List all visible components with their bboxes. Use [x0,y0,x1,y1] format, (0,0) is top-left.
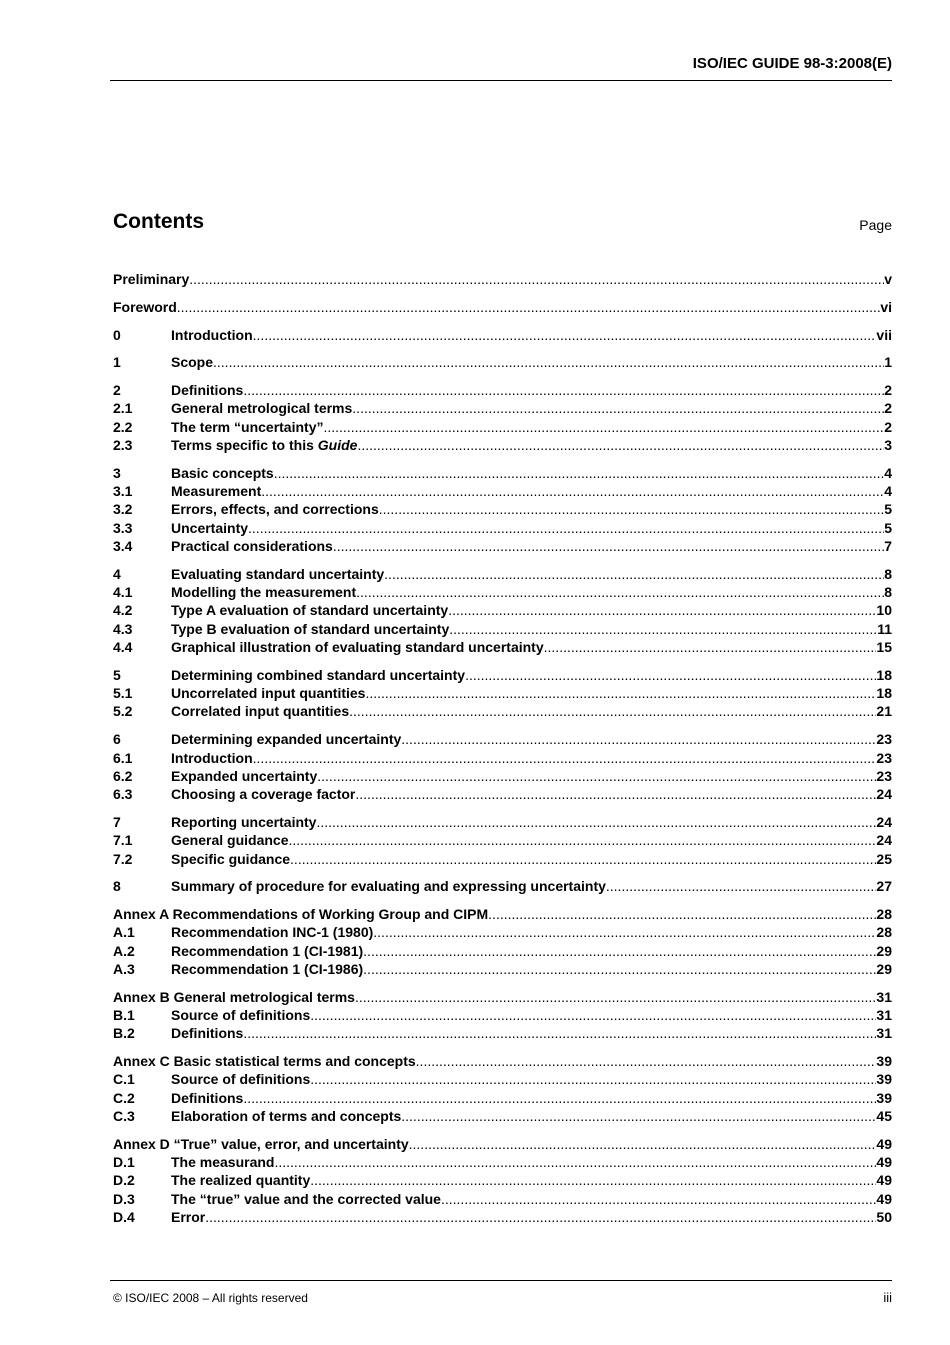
toc-entry-title-text: Errors, effects, and corrections [171,501,379,518]
toc-entry-title-text: Type B evaluation of standard uncertainty [171,620,450,637]
toc-entry-title [113,270,189,288]
toc-entry-number: 3 [113,464,121,481]
toc-entry-number: 4 [113,565,121,582]
toc-dot-leader [355,988,876,1006]
toc-entry-title-text: Summary of procedure for evaluating and expressing uncertainty [171,878,606,895]
toc-entry-page: vi [880,298,892,315]
toc-entry-title [171,730,401,748]
toc-entry-title [171,638,544,656]
toc-entry-title-text: Measurement [171,483,262,500]
toc-entry-title-text: Preliminary [113,271,190,287]
toc-entry-page: 24 [876,832,892,849]
toc-entry-page: 27 [876,878,892,895]
toc-entry-title [171,537,333,555]
toc-dot-leader [349,702,876,720]
toc-entry-title [171,482,261,500]
toc-entry[interactable] [113,850,892,868]
toc-entry-number: 2.1 [113,400,133,417]
toc-entry-number: 3.2 [113,501,133,518]
toc-entry-number: 7.2 [113,850,133,867]
toc-entry-page: 2 [884,400,892,417]
toc-entry-page: 23 [876,731,892,748]
toc-entry[interactable] [113,1153,892,1171]
toc-entry-title-text: Modelling the measurement [171,584,357,601]
toc-dot-leader [310,1006,876,1024]
toc-dot-leader [253,326,877,344]
toc-entry[interactable] [113,537,892,555]
toc-entry-title-text: General guidance [171,832,289,849]
toc-entry-title [171,923,373,941]
toc-entry-title [171,1171,310,1189]
toc-dot-leader [465,666,876,684]
toc-entry-title [171,601,448,619]
toc-entry-page: 15 [876,639,892,656]
toc-dot-leader [449,620,877,638]
toc-entry-title [113,988,355,1006]
toc-entry[interactable] [113,1135,892,1153]
toc-dot-leader [355,785,876,803]
toc-entry-title [171,620,449,638]
toc-entry-page: 49 [876,1135,892,1152]
toc-entry-title [171,500,379,518]
toc-dot-leader [274,464,884,482]
toc-entry-page: 49 [876,1172,892,1189]
toc-dot-leader [488,905,876,923]
toc-entry[interactable] [113,519,892,537]
toc-dot-leader [448,601,876,619]
toc-entry-title-text: Definitions [171,1025,244,1042]
toc-entry-page: 39 [876,1089,892,1106]
toc-dot-leader [213,353,884,371]
toc-entry-title [171,1208,205,1226]
toc-entry-title-text: Error [171,1209,206,1226]
toc-entry[interactable] [113,464,892,482]
toc-dot-leader [441,1190,876,1208]
toc-entry-title-text: Evaluating standard uncertainty [171,565,385,582]
toc-entry[interactable] [113,381,892,399]
toc-entry-number: A.1 [113,924,135,941]
toc-dot-leader [310,1070,876,1088]
toc-entry[interactable] [113,831,892,849]
toc-entry-title [171,684,365,702]
toc-dot-leader [274,1153,876,1171]
toc-entry[interactable] [113,1024,892,1042]
toc-dot-leader [310,1171,876,1189]
toc-entry-page: 24 [876,786,892,803]
toc-entry-number: 0 [113,326,121,343]
toc-dot-leader [290,850,876,868]
toc-dot-leader [243,1024,876,1042]
toc-entry-title [171,1006,310,1024]
toc-entry[interactable] [113,500,892,518]
toc-entry[interactable] [113,730,892,748]
toc-entry-number: 4.3 [113,620,133,637]
toc-entry[interactable] [113,353,892,371]
toc-entry-title [171,1153,274,1171]
toc-entry-title-text: Uncertainty [171,519,249,536]
toc-entry-title-text: Determining expanded uncertainty [171,731,402,748]
toc-entry-number: 2.3 [113,437,133,454]
toc-entry-number: 2 [113,382,121,399]
toc-entry-number: 7.1 [113,832,133,849]
toc-entry-number: 5.2 [113,703,133,720]
toc-entry-title-text: Choosing a coverage factor [171,786,356,803]
toc-dot-leader [205,1208,876,1226]
toc-entry-title-text: Terms specific to this [171,437,318,454]
toc-entry-number: D.1 [113,1154,135,1171]
toc-entry[interactable] [113,905,892,923]
toc-entry-title-text: The “true” value and the corrected value [171,1190,441,1207]
toc-entry[interactable] [113,436,892,454]
toc-entry-title-text: Correlated input quantities [171,703,350,720]
toc-entry-page: 28 [876,906,892,923]
toc-entry-number: 4.1 [113,584,133,601]
toc-entry-title-text: Practical considerations [171,538,333,555]
toc-entry-title-text: Specific guidance [171,850,291,867]
toc-entry-page: 1 [884,354,892,371]
toc-entry-page: 5 [884,519,892,536]
toc-entry-page: 2 [884,418,892,435]
toc-entry-title-text: Source of definitions [171,1071,311,1088]
toc-entry-page: 29 [876,961,892,977]
toc-entry-title [171,519,248,537]
toc-entry-number: B.1 [113,1007,135,1024]
toc-entry-title [171,831,288,849]
toc-entry-title [171,1070,310,1088]
toc-dot-leader [248,519,884,537]
toc-entry-title-text: Scope [171,354,214,371]
toc-entry-title [171,381,243,399]
toc-dot-leader [544,638,877,656]
toc-entry-title [171,877,606,895]
toc-entry-title [171,850,290,868]
toc-entry-page: 49 [876,1190,892,1207]
toc-entry-number: A.2 [113,942,135,959]
toc-dot-leader [261,482,884,500]
footer-page-number: iii [883,1290,892,1305]
toc-entry-title [171,666,465,684]
toc-dot-leader [409,1135,877,1153]
toc-entry[interactable] [113,1190,892,1208]
toc-entry-title-italic: Guide [317,437,358,454]
toc-dot-leader [357,436,884,454]
toc-entry-title [113,1135,409,1153]
toc-entry[interactable] [113,785,892,803]
toc-dot-leader [316,813,876,831]
toc-entry[interactable] [113,298,892,316]
toc-entry[interactable] [113,482,892,500]
toc-entry-title [171,353,213,371]
toc-entry-page: 5 [884,501,892,518]
toc-entry-title [171,418,323,436]
toc-entry-number: 5.1 [113,685,133,702]
toc-entry-page: 8 [884,565,892,582]
toc-entry[interactable] [113,270,892,288]
toc-entry-title [171,464,274,482]
toc-entry-number: B.2 [113,1025,135,1042]
toc-entry-title [171,583,356,601]
toc-dot-leader [384,565,884,583]
toc-entry-number: 3.1 [113,483,133,500]
toc-entry[interactable] [113,565,892,583]
toc-entry-title-text: Graphical illustration of evaluating standard uncertainty [171,639,544,656]
toc-entry-page: 31 [876,1007,892,1024]
toc-entry-title-text: Foreword [113,298,177,315]
toc-entry[interactable] [113,767,892,785]
toc-entry-page: 4 [884,483,892,500]
toc-entry-page: 10 [876,602,892,619]
toc-entry-title-text: Definitions [171,382,244,399]
page-column-label: Page [859,217,892,233]
toc-entry[interactable] [113,749,892,767]
toc-entry[interactable] [113,399,892,417]
toc-entry-page: 49 [876,1154,892,1171]
toc-entry-title [171,813,316,831]
toc-entry-number: 6.1 [113,749,133,766]
toc-dot-leader [416,1052,877,1070]
toc-entry[interactable] [113,583,892,601]
toc-entry-page: 11 [877,620,892,637]
toc-entry[interactable] [113,1089,892,1107]
toc-entry-number: C.1 [113,1071,135,1088]
toc-entry-title [171,749,253,767]
toc-entry-number: 6.2 [113,767,133,784]
toc-dot-leader [253,749,877,767]
toc-dot-leader [243,381,884,399]
toc-entry[interactable] [113,813,892,831]
toc-entry-page: v [884,271,892,287]
toc-entry-title [171,1089,243,1107]
toc-entry-title [171,767,317,785]
toc-dot-leader [379,500,884,518]
toc-entry[interactable] [113,326,892,344]
toc-entry-number: D.4 [113,1209,135,1226]
toc-dot-leader [288,831,876,849]
toc-entry-title-text: General metrological terms [171,400,353,417]
toc-entry-page: 24 [876,813,892,830]
toc-dot-leader [363,942,876,960]
toc-entry-title-text: Annex D “True” value, error, and uncertainty [113,1135,409,1152]
toc-entry-title-text: Determining combined standard uncertainty [171,666,466,683]
toc-entry-page: 23 [876,767,892,784]
footer-copyright: © ISO/IEC 2008 – All rights reserved [113,1291,308,1305]
toc-entry-title-text: Expanded uncertainty [171,767,318,784]
footer-rule [110,1280,892,1281]
toc-entry-title-text: The term “uncertainty” [171,418,324,435]
toc-entry-title [171,436,357,454]
toc-entry-page: 23 [876,749,892,766]
toc-entry-title-text: Introduction [171,326,253,343]
toc-entry[interactable] [113,942,892,960]
header-rule [110,80,892,81]
toc-entry-title-text: Basic concepts [171,464,274,481]
toc-entry-page: 39 [876,1053,892,1070]
toc-entry-title-text: Definitions [171,1089,244,1106]
toc-entry-number: 4.2 [113,602,133,619]
toc-entry-number: 6.3 [113,786,133,803]
toc-entry[interactable] [113,1171,892,1189]
toc-dot-leader [401,730,876,748]
toc-entry-number: A.3 [113,961,135,977]
toc-entry-page: 21 [876,703,892,720]
toc-entry-title-text: Recommendation 1 (CI-1981) [171,942,364,959]
toc-entry-page: 50 [876,1209,892,1226]
toc-entry-title [171,1190,441,1208]
toc-entry-number: D.2 [113,1172,135,1189]
toc-entry-title-text: Annex B General metrological terms [113,988,355,1005]
toc-entry[interactable] [113,923,892,941]
toc-entry-number: 3.4 [113,538,133,555]
toc-entry-number: 2.2 [113,418,133,435]
toc-entry[interactable] [113,601,892,619]
toc-entry-number: C.3 [113,1108,135,1125]
toc-entry-title-text: Recommendation 1 (CI-1986) [171,961,364,977]
toc-entry-page: 8 [884,584,892,601]
toc-dot-leader [243,1089,876,1107]
toc-entry-title [171,942,363,960]
toc-dot-leader [323,418,884,436]
toc-entry-title-text: Reporting uncertainty [171,813,317,830]
toc-entry-title [171,399,352,417]
toc-dot-leader [333,537,884,555]
toc-entry-page: 31 [876,1025,892,1042]
toc-entry-page: 39 [876,1071,892,1088]
toc-entry-title [171,960,363,978]
toc-entry-page: 25 [876,850,892,867]
toc-entry-title-text: Recommendation INC-1 (1980) [171,924,374,941]
table-of-contents [113,270,892,1226]
toc-entry[interactable] [113,638,892,656]
toc-entry-title-text: Introduction [171,749,253,766]
toc-dot-leader [356,583,884,601]
toc-dot-leader [177,298,881,316]
toc-entry-title-text: The realized quantity [171,1172,311,1189]
toc-entry-title-text: Annex C Basic statistical terms and concepts [113,1053,416,1070]
toc-entry[interactable] [113,988,892,1006]
toc-entry-title [171,326,253,344]
toc-entry-number: 7 [113,813,121,830]
toc-dot-leader [363,960,876,978]
toc-entry-title-text: Source of definitions [171,1007,311,1024]
toc-entry-page: 28 [876,924,892,941]
toc-dot-leader [373,923,876,941]
toc-entry-number: 5 [113,666,121,683]
toc-entry-title [171,1024,243,1042]
toc-entry[interactable] [113,1052,892,1070]
toc-entry-page: vii [876,326,892,343]
toc-entry-title [113,1052,416,1070]
toc-entry-page: 7 [884,538,892,555]
toc-entry-title [171,702,349,720]
toc-entry-page: 29 [876,942,892,959]
toc-dot-leader [401,1107,876,1125]
toc-entry-number: C.2 [113,1089,135,1106]
toc-entry-page: 18 [876,685,892,702]
toc-entry[interactable] [113,702,892,720]
toc-entry[interactable] [113,666,892,684]
toc-entry-page: 31 [876,988,892,1005]
toc-entry-title-text: Type A evaluation of standard uncertainty [171,602,449,619]
toc-entry-title-text: Annex A Recommendations of Working Group and CIPM [113,906,489,923]
toc-entry[interactable] [113,877,892,895]
page-title: Contents [113,210,204,233]
toc-entry[interactable] [113,620,892,638]
toc-entry-title [171,565,384,583]
toc-entry[interactable] [113,1070,892,1088]
toc-entry-title-text: Uncorrelated input quantities [171,685,366,702]
toc-entry[interactable] [113,1006,892,1024]
toc-dot-leader [317,767,876,785]
toc-dot-leader [189,270,884,288]
toc-entry[interactable] [113,418,892,436]
toc-entry[interactable] [113,1208,892,1226]
toc-entry-title-text: Elaboration of terms and concepts [171,1108,402,1125]
toc-dot-leader [352,399,884,417]
toc-entry-title [171,785,355,803]
toc-dot-leader [365,684,876,702]
toc-dot-leader [606,877,877,895]
toc-entry[interactable] [113,684,892,702]
toc-entry[interactable] [113,1107,892,1125]
toc-entry-number: 4.4 [113,639,133,656]
toc-entry[interactable] [113,960,892,978]
header-doc-id: ISO/IEC GUIDE 98-3:2008(E) [692,55,892,72]
toc-entry-title [113,905,488,923]
toc-entry-number: 6 [113,731,121,748]
toc-entry-number: D.3 [113,1190,135,1207]
toc-entry-number: 3.3 [113,519,133,536]
toc-entry-page: 4 [884,464,892,481]
toc-entry-page: 3 [884,437,892,454]
toc-entry-page: 2 [884,382,892,399]
toc-entry-page: 45 [876,1108,892,1125]
toc-entry-number: 8 [113,878,121,895]
toc-entry-title-text: The measurand [171,1154,275,1171]
toc-entry-number: 1 [113,354,121,371]
toc-entry-title [171,1107,401,1125]
toc-entry-page: 18 [876,666,892,683]
toc-entry-title [113,298,177,316]
